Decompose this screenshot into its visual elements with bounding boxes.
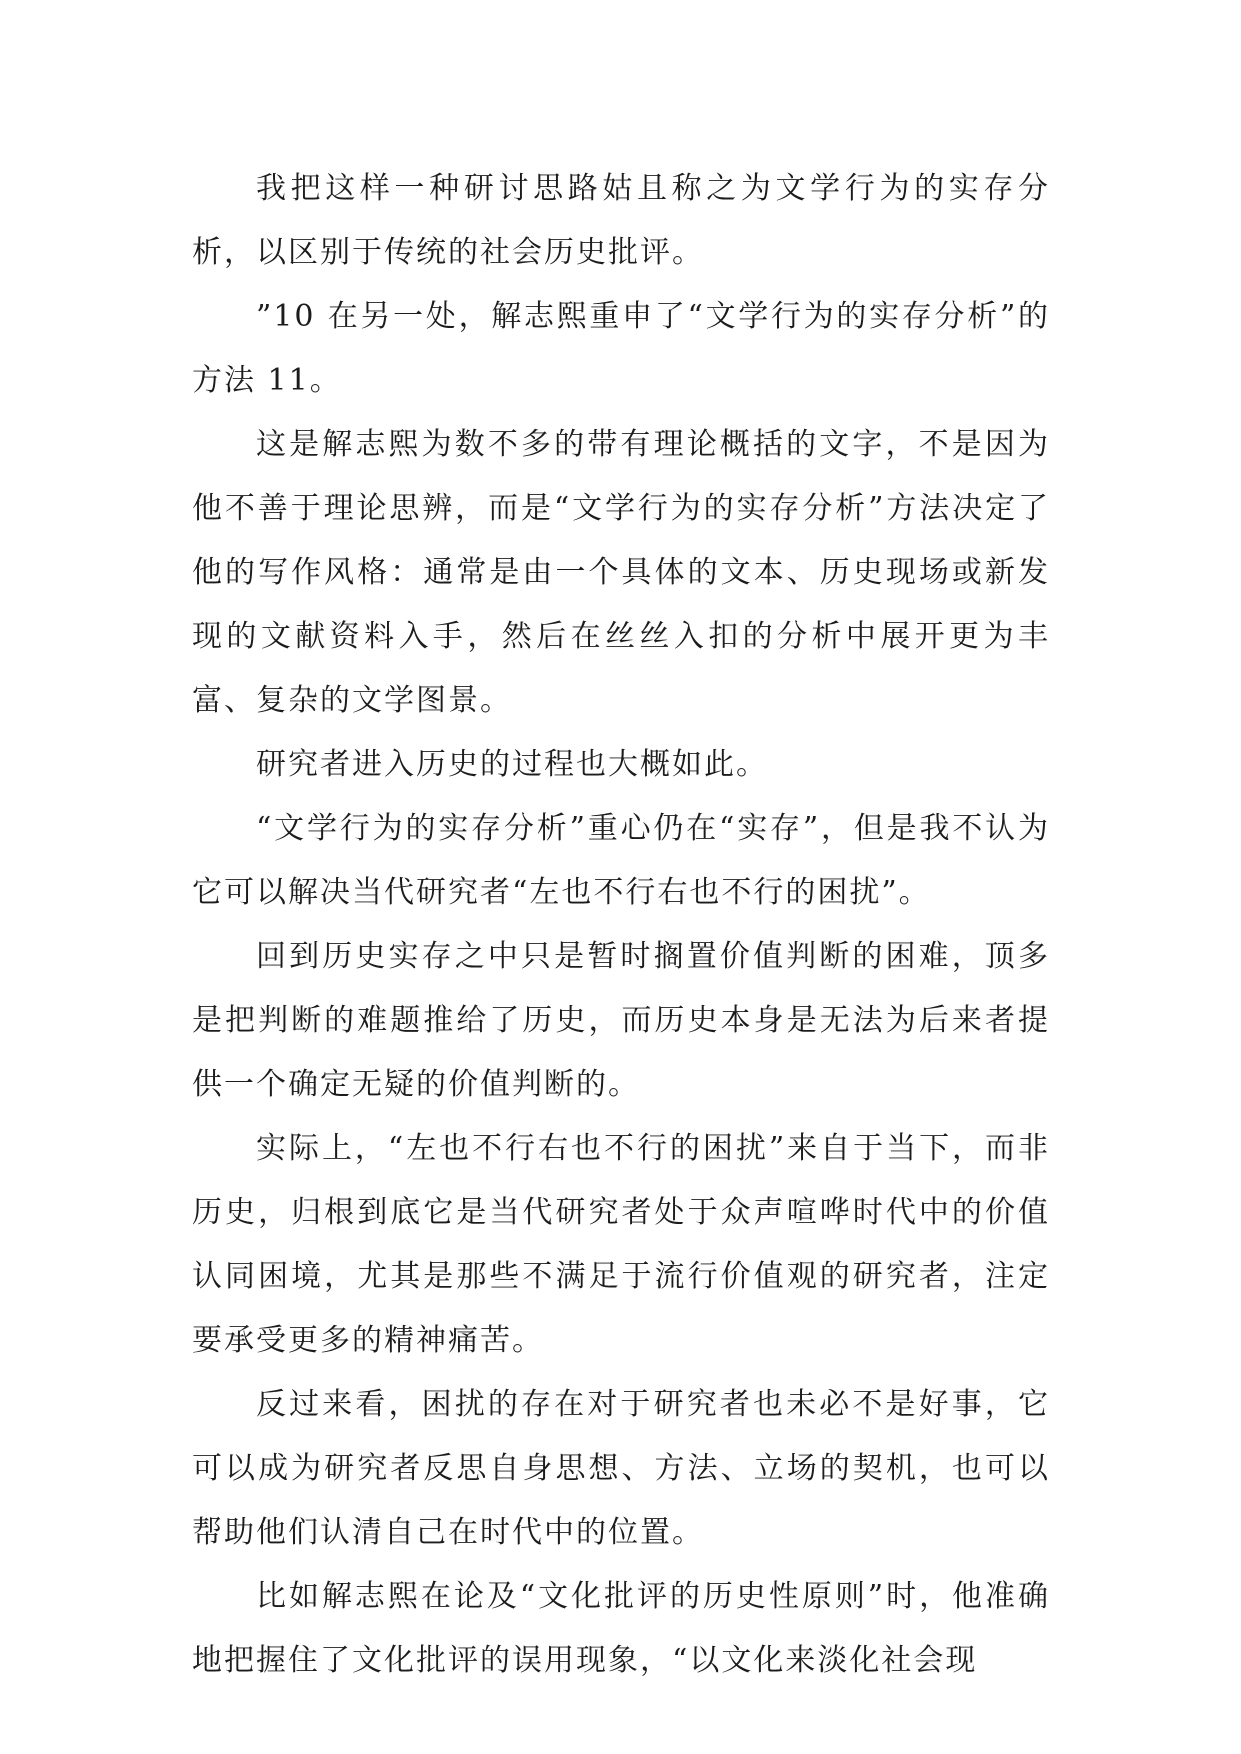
paragraph: 回到历史实存之中只是暂时搁置价值判断的困难，顶多是把判断的难题推给了历史，而历史本身是无法为后来者提供一个确定无疑的价值判断的。 (192, 939, 1050, 1102)
document-body (192, 157, 1050, 1693)
paragraph: 实际上，“左也不行右也不行的困扰”来自于当下，而非历史，归根到底它是当代研究者处于众声喧哗时代中的价值认同困境，尤其是那些不满足于流行价值观的研究者，注定要承受更多的精神痛苦。 (192, 1131, 1050, 1358)
paragraph: 比如解志熙在论及“文化批评的历史性原则”时，他准确地把握住了文化批评的误用现象，“以文化来淡化社会现 (192, 1579, 1050, 1678)
paragraph: “文学行为的实存分析”重心仍在“实存”，但是我不认为它可以解决当代研究者“左也不行右也不行的困扰”。 (192, 811, 1050, 910)
paragraph: ”10 在另一处，解志熙重申了“文学行为的实存分析”的方法 11。 (192, 299, 1050, 398)
paragraph: 研究者进入历史的过程也大概如此。 (256, 747, 768, 782)
paragraph: 这是解志熙为数不多的带有理论概括的文字，不是因为他不善于理论思辨，而是“文学行为的实存分析”方法决定了他的写作风格：通常是由一个具体的文本、历史现场或新发现的文献资料入手，然后在丝丝入扣的分析中展开更为丰富、复杂的文学图景。 (192, 427, 1050, 718)
paragraph: 我把这样一种研讨思路姑且称之为文学行为的实存分析，以区别于传统的社会历史批评。 (192, 171, 1050, 270)
paragraph: 反过来看，困扰的存在对于研究者也未必不是好事，它可以成为研究者反思自身思想、方法、立场的契机，也可以帮助他们认清自己在时代中的位置。 (192, 1387, 1050, 1550)
